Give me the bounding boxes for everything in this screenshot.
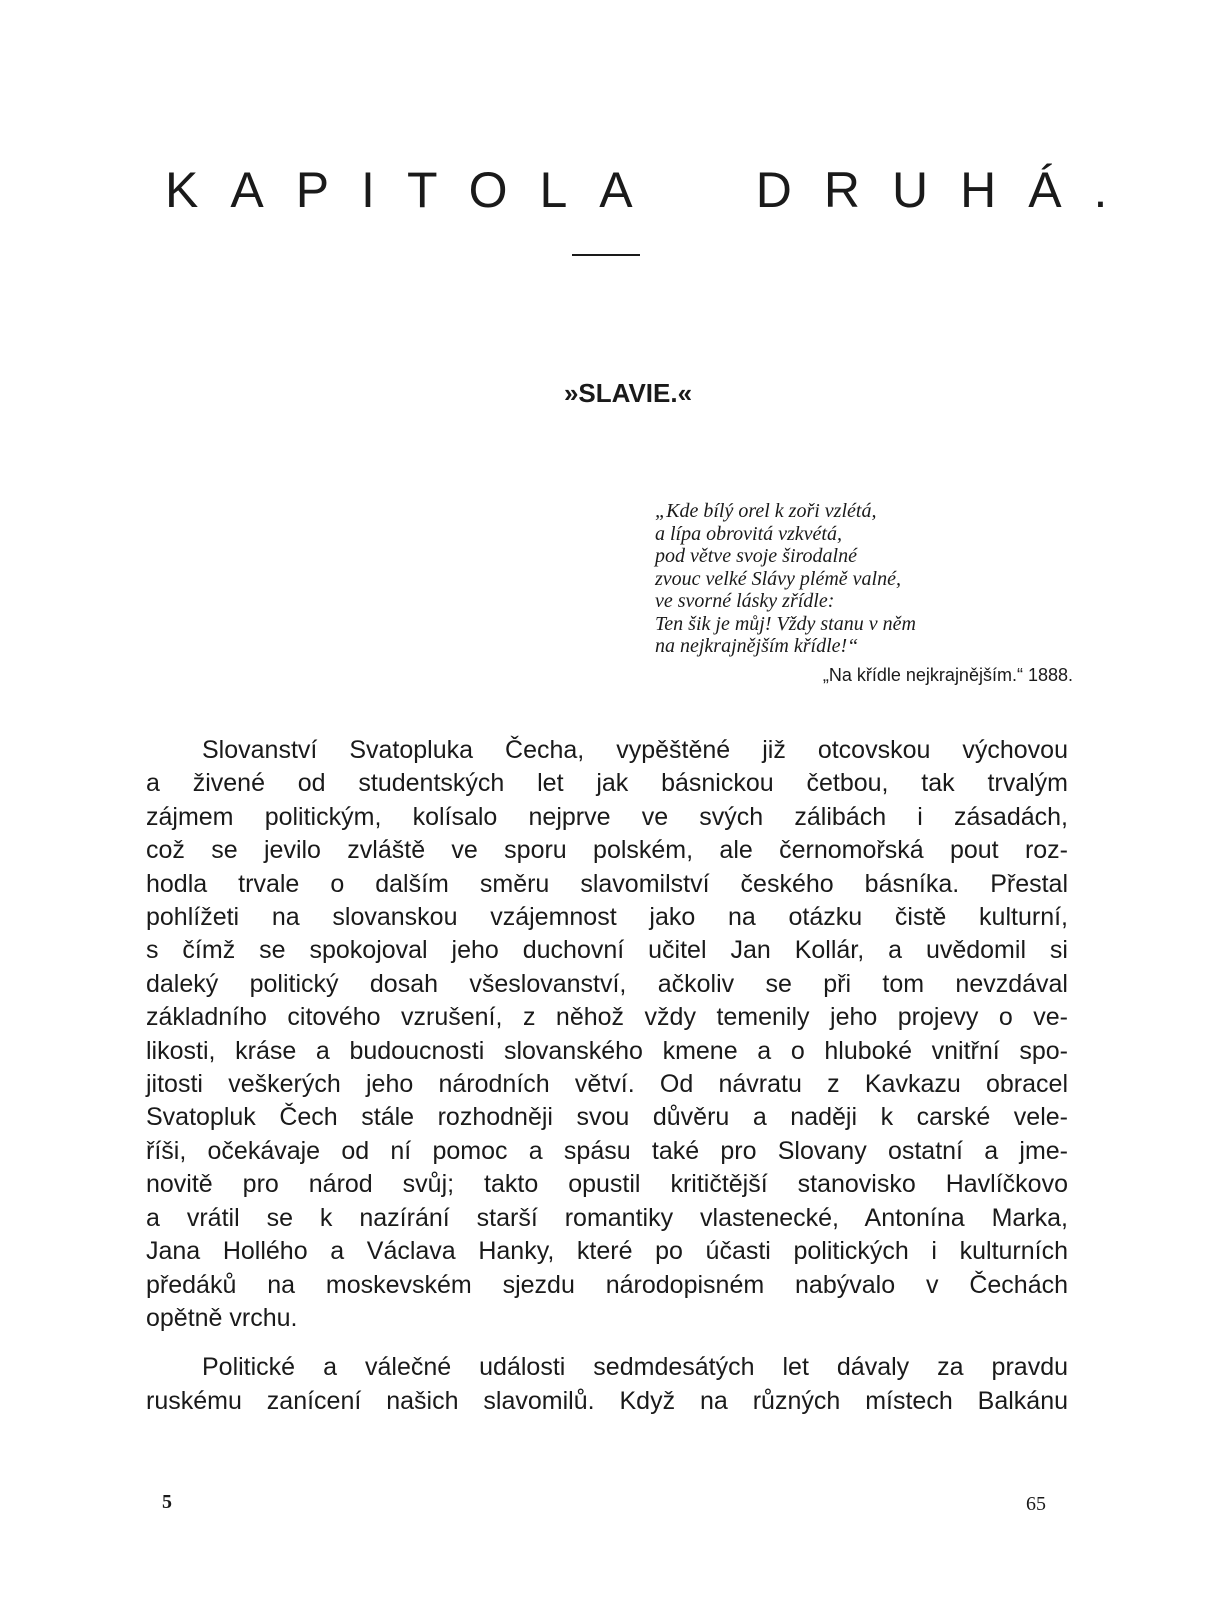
body-text bbox=[146, 734, 1068, 1418]
epigraph-line: pod větve svoje širodalné bbox=[655, 545, 857, 567]
paragraph bbox=[146, 734, 1068, 1335]
chapter-title: KAPITOLA DRUHÁ. bbox=[165, 162, 1140, 218]
epigraph-line: Ten šik je můj! Vždy stanu v něm bbox=[655, 612, 916, 635]
text-line: ruskému zanícení našich slavomilů. Když na různých místech Balkánu bbox=[146, 1386, 1068, 1415]
text-line: daleký politický dosah všeslovanství, ačkoliv se při tom nevzdával bbox=[146, 969, 1068, 998]
page-number: 65 bbox=[1026, 1493, 1046, 1515]
signature-mark: 5 bbox=[162, 1491, 172, 1513]
text-line: předáků na moskevském sjezdu národopisném nabývalo v Čechách bbox=[146, 1270, 1068, 1299]
text-line: hodla trvale o dalším směru slavomilství českého básníka. Přestal bbox=[146, 869, 1068, 898]
text-line: pohlížeti na slovanskou vzájemnost jako na otázku čistě kulturní, bbox=[146, 903, 1068, 932]
text-line: Slovanství Svatopluka Čecha, vypěštěné již otcovskou výchovou bbox=[202, 736, 1068, 764]
text-line: a živené od studentských let jak básnickou četbou, tak trvalým bbox=[146, 769, 1068, 798]
epigraph-line: „Kde bílý orel k zoři vzlétá, bbox=[655, 500, 877, 522]
text-line: Svatopluk Čech stále rozhodněji svou důvěru a naději k carské vele- bbox=[146, 1103, 1068, 1132]
text-line: a vrátil se k nazírání starší romantiky vlastenecké, Antonína Marka, bbox=[146, 1203, 1068, 1232]
text-line: jitosti veškerých jeho národních větví. Od návratu z Kavkazu obracel bbox=[146, 1070, 1068, 1099]
section-heading: »SLAVIE.« bbox=[563, 378, 693, 408]
text-line: což se jevilo zvláště ve sporu polském, ale černomořská pout roz- bbox=[146, 836, 1068, 865]
text-line: opětně vrchu. bbox=[146, 1303, 298, 1332]
epigraph bbox=[655, 500, 1085, 686]
text-line: novitě pro národ svůj; takto opustil kritičtější stanovisko Havlíčkovo bbox=[146, 1170, 1068, 1199]
text-line: likosti, kráse a budoucnosti slovanského kmene a o hluboké vnitřní spo- bbox=[146, 1036, 1068, 1065]
text-line: zájmem politickým, kolísalo nejprve ve svých zálibách i zásadách, bbox=[146, 802, 1068, 831]
paragraph bbox=[146, 1351, 1068, 1418]
epigraph-verse bbox=[655, 500, 1085, 658]
text-line: Jana Hollého a Václava Hanky, které po účasti politických i kulturních bbox=[146, 1237, 1068, 1266]
epigraph-line: zvouc velké Slávy plémě valné, bbox=[655, 567, 901, 590]
epigraph-line: ve svorné lásky zřídle: bbox=[655, 590, 835, 612]
epigraph-source: „Na křídle nejkrajnějším.“ 1888. bbox=[822, 664, 1073, 685]
text-line: Politické a válečné události sedmdesátých let dávaly za pravdu bbox=[202, 1353, 1068, 1382]
text-line: říši, očekávaje od ní pomoc a spásu také pro Slovany ostatní a jme- bbox=[146, 1136, 1068, 1165]
epigraph-line: na nejkrajnějším křídle!“ bbox=[655, 635, 859, 657]
title-divider bbox=[572, 254, 640, 256]
text-line: základního citového vzrušení, z něhož vždy temenily jeho projevy o ve- bbox=[146, 1003, 1068, 1032]
epigraph-line: a lípa obrovitá vzkvétá, bbox=[655, 522, 842, 545]
text-line: s čímž se spokojoval jeho duchovní učitel Jan Kollár, a uvědomil si bbox=[146, 936, 1068, 965]
